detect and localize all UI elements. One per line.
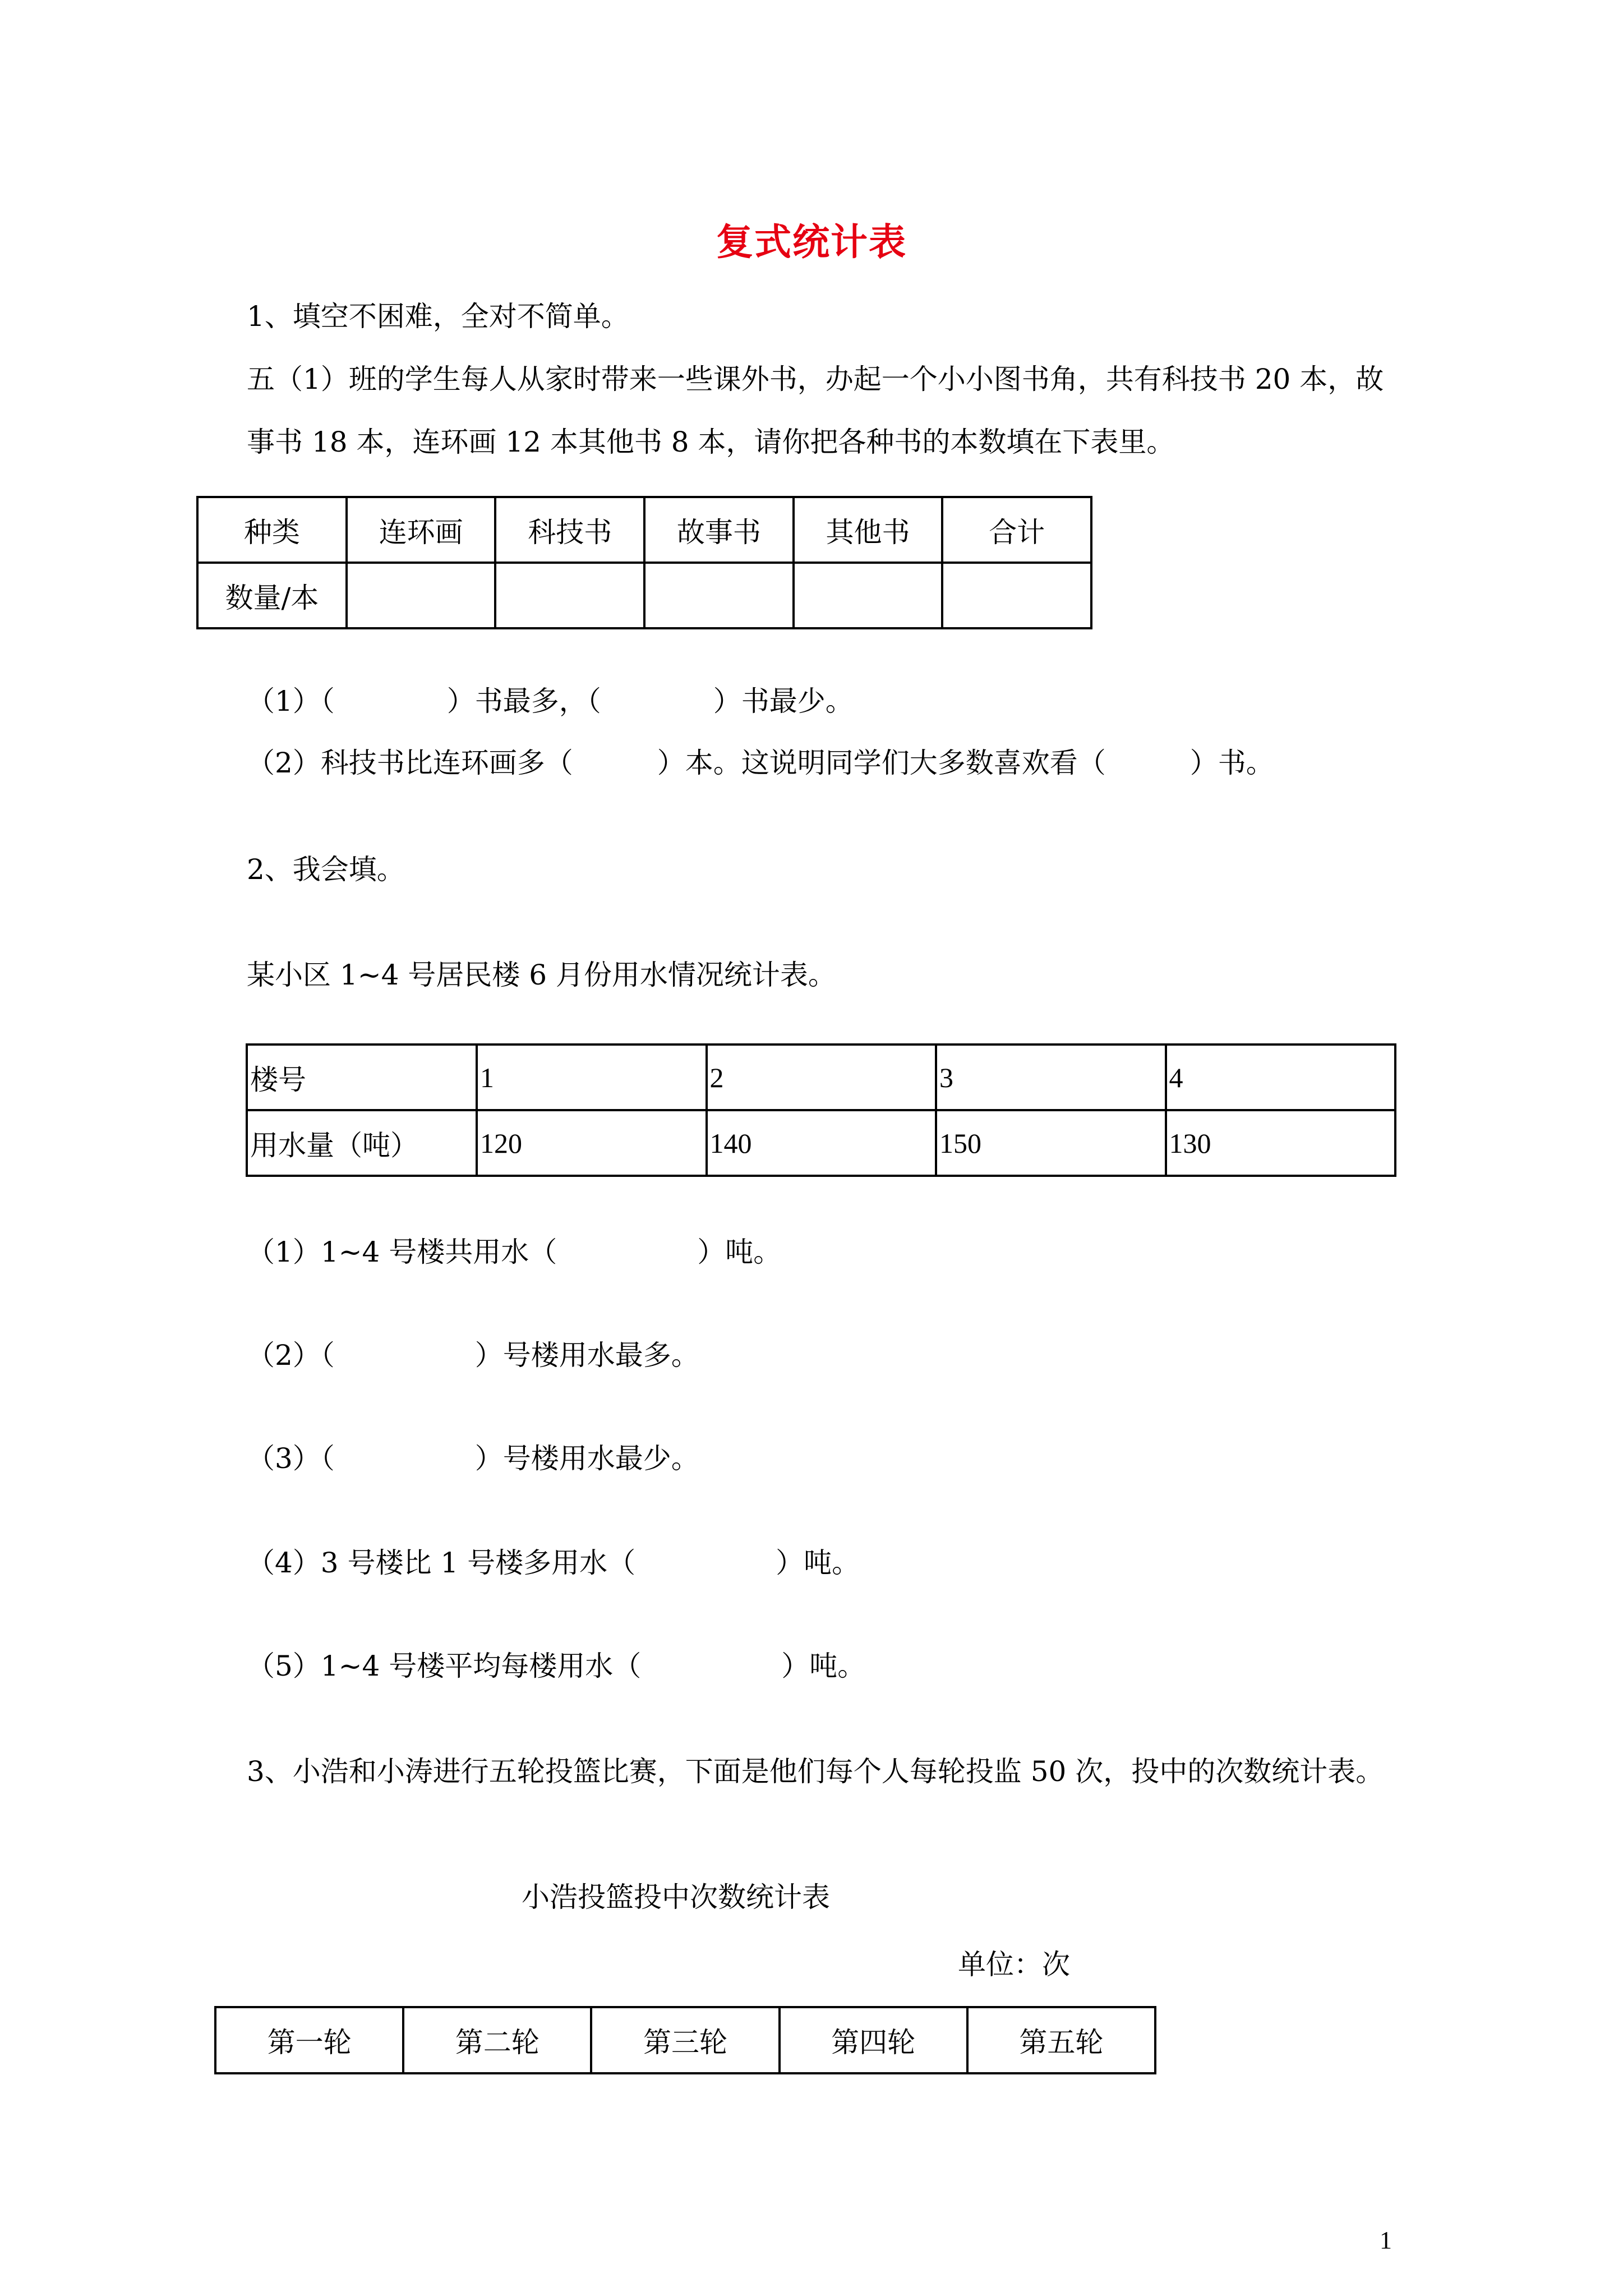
table-header-cell: 第一轮	[215, 2007, 403, 2073]
blank-answer-cell[interactable]	[495, 563, 644, 628]
table-row-label: 数量/本	[197, 563, 347, 628]
q2-heading: 2、我会填。	[247, 853, 405, 886]
table-header-cell: 第五轮	[967, 2007, 1155, 2073]
shooting-table	[214, 2006, 1156, 2074]
q2-intro: 某小区 1~4 号居民楼 6 月份用水情况统计表。	[247, 959, 836, 991]
q2-sub1: （1）1~4 号楼共用水（ ）吨。	[247, 1236, 782, 1268]
water-usage-table	[246, 1043, 1396, 1177]
table-header-cell: 连环画	[347, 497, 496, 563]
q2-sub5: （5）1~4 号楼平均每楼用水（ ）吨。	[247, 1650, 866, 1682]
q1-text-line2: 事书 18 本，连环画 12 本其他书 8 本，请你把各种书的本数填在下表里。	[247, 426, 1175, 458]
table-cell: 1	[477, 1045, 706, 1110]
table-cell: 150	[936, 1110, 1165, 1176]
q1-sub1: （1）（ ）书最多，（ ）书最少。	[247, 685, 854, 717]
table-cell: 2	[707, 1045, 936, 1110]
page-title: 复式统计表	[716, 220, 907, 264]
table-cell: 140	[707, 1110, 936, 1176]
page-number: 1	[1380, 2226, 1392, 2254]
book-count-table	[196, 496, 1092, 629]
table-header-cell: 第三轮	[591, 2007, 779, 2073]
table-cell: 用水量（吨）	[247, 1110, 477, 1176]
q1-sub2: （2）科技书比连环画多（ ）本。这说明同学们大多数喜欢看（ ）书。	[247, 747, 1274, 779]
table-header-cell: 科技书	[495, 497, 644, 563]
q2-sub2: （2）（ ）号楼用水最多。	[247, 1339, 699, 1372]
q3-heading: 3、小浩和小涛进行五轮投篮比赛，下面是他们每个人每轮投监 50 次，投中的次数统计表。	[247, 1755, 1384, 1788]
table-cell: 楼号	[247, 1045, 477, 1110]
q3-table-title: 小浩投篮投中次数统计表	[522, 1881, 830, 1913]
table-header-cell: 合计	[942, 497, 1091, 563]
table-header-cell: 种类	[197, 497, 347, 563]
table-header-cell: 故事书	[644, 497, 794, 563]
table-header-cell: 第二轮	[403, 2007, 591, 2073]
q2-sub3: （3）（ ）号楼用水最少。	[247, 1442, 699, 1475]
blank-answer-cell[interactable]	[644, 563, 794, 628]
table-cell: 130	[1166, 1110, 1396, 1176]
table-header-cell: 第四轮	[780, 2007, 967, 2073]
q3-unit: 单位：次	[958, 1948, 1070, 1981]
q1-text-line1: 五（1）班的学生每人从家时带来一些课外书，办起一个小小图书角，共有科技书 20 本，故	[247, 363, 1384, 395]
blank-answer-cell[interactable]	[942, 563, 1091, 628]
table-cell: 3	[936, 1045, 1165, 1110]
blank-answer-cell[interactable]	[347, 563, 496, 628]
table-header-cell: 其他书	[794, 497, 943, 563]
q2-sub4: （4）3 号楼比 1 号楼多用水（ ）吨。	[247, 1547, 860, 1579]
table-cell: 120	[477, 1110, 706, 1176]
q1-heading: 1、填空不困难，全对不简单。	[247, 300, 629, 333]
table-cell: 4	[1166, 1045, 1396, 1110]
blank-answer-cell[interactable]	[794, 563, 943, 628]
